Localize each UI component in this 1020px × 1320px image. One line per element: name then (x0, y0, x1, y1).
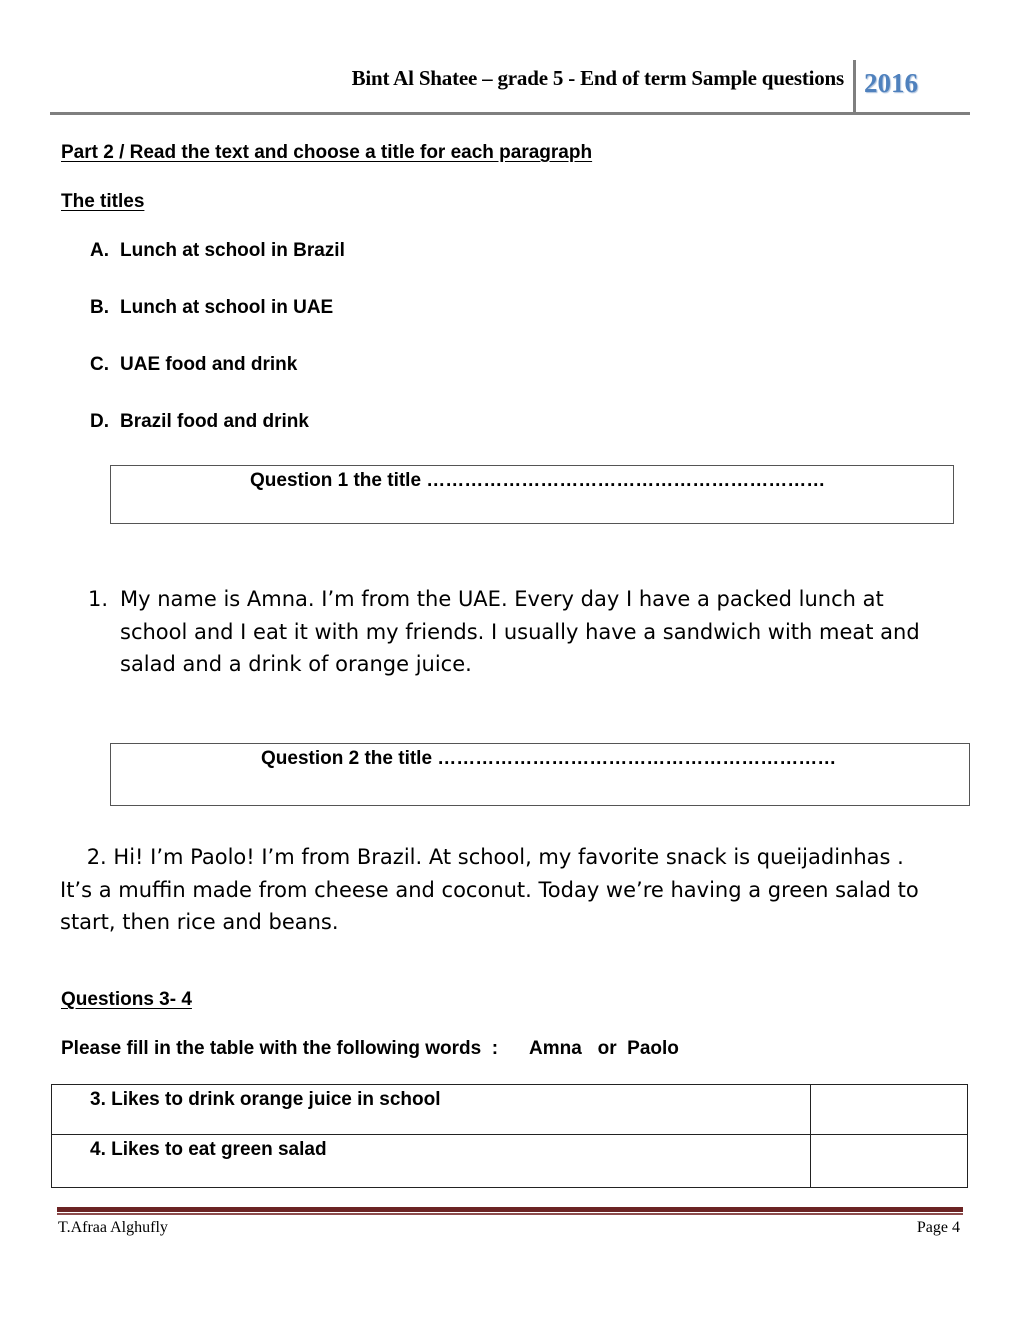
paragraph-1-line-2: school and I eat it with my friends. I usually have a sandwich with meat and (120, 619, 920, 644)
option-text: Lunch at school in UAE (120, 297, 334, 318)
document-header-title: Bint Al Shatee – grade 5 - End of term Sample questions (351, 66, 844, 90)
question-1-answer-box[interactable] (110, 465, 954, 524)
title-option-b (90, 297, 333, 319)
title-option-c (90, 354, 297, 376)
fill-in-table (51, 1084, 968, 1188)
question-2-answer-box[interactable] (110, 743, 970, 806)
header-year: 2016 (864, 68, 918, 98)
paragraph-2-line-2: It’s a muffin made from cheese and coconut. Today we’re having a green salad to (60, 877, 919, 902)
footer-author: T.Afraa Alghufly (58, 1219, 168, 1236)
paragraph-2 (60, 841, 960, 939)
option-letter: A. (90, 240, 109, 261)
option-text: Lunch at school in Brazil (120, 240, 345, 261)
title-option-d (90, 411, 309, 433)
paragraph-1-line-1: My name is Amna. I’m from the UAE. Every day I have a packed lunch at (120, 587, 884, 611)
option-text: UAE food and drink (120, 354, 298, 375)
option-letter: D. (90, 411, 109, 432)
titles-heading: The titles (61, 191, 145, 212)
footer-rule-thin (57, 1213, 963, 1215)
part-heading: Part 2 / Read the text and choose a title for each paragraph (61, 142, 593, 163)
question-3-answer-cell[interactable] (811, 1085, 968, 1135)
paragraph-2-line-3: start, then rice and beans. (60, 910, 339, 934)
title-option-a (90, 240, 345, 262)
option-letter: C. (90, 354, 109, 375)
option-letter: B. (90, 297, 109, 318)
paragraph-1-line-3: salad and a drink of orange juice. (120, 652, 472, 676)
table-row (52, 1085, 968, 1135)
paragraph-2-line-1: 2. Hi! I’m Paolo! I’m from Brazil. At school, my favorite snack is queijadinhas . (60, 845, 904, 869)
footer-rule-thick (57, 1207, 963, 1212)
question-4-answer-cell[interactable] (811, 1135, 968, 1188)
paragraph-1-number: 1. (88, 587, 109, 611)
questions-3-4-heading: Questions 3- 4 (61, 989, 192, 1010)
header-divider-horizontal (50, 112, 970, 115)
header-divider-vertical (853, 60, 856, 114)
question-4-text: 4. Likes to eat green salad (52, 1135, 811, 1188)
questions-3-4-instruction: Please fill in the table with the following words : Amna or Paolo (61, 1038, 679, 1059)
question-3-text: 3. Likes to drink orange juice in school (52, 1085, 811, 1135)
footer-page-number: Page 4 (916, 1219, 960, 1236)
question-1-label: Question 1 the title ……………………………………………………… (250, 470, 826, 491)
table-row (52, 1135, 968, 1188)
paragraph-1 (88, 583, 968, 681)
question-2-label: Question 2 the title ……………………………………………………… (261, 748, 837, 769)
option-text: Brazil food and drink (120, 411, 309, 432)
